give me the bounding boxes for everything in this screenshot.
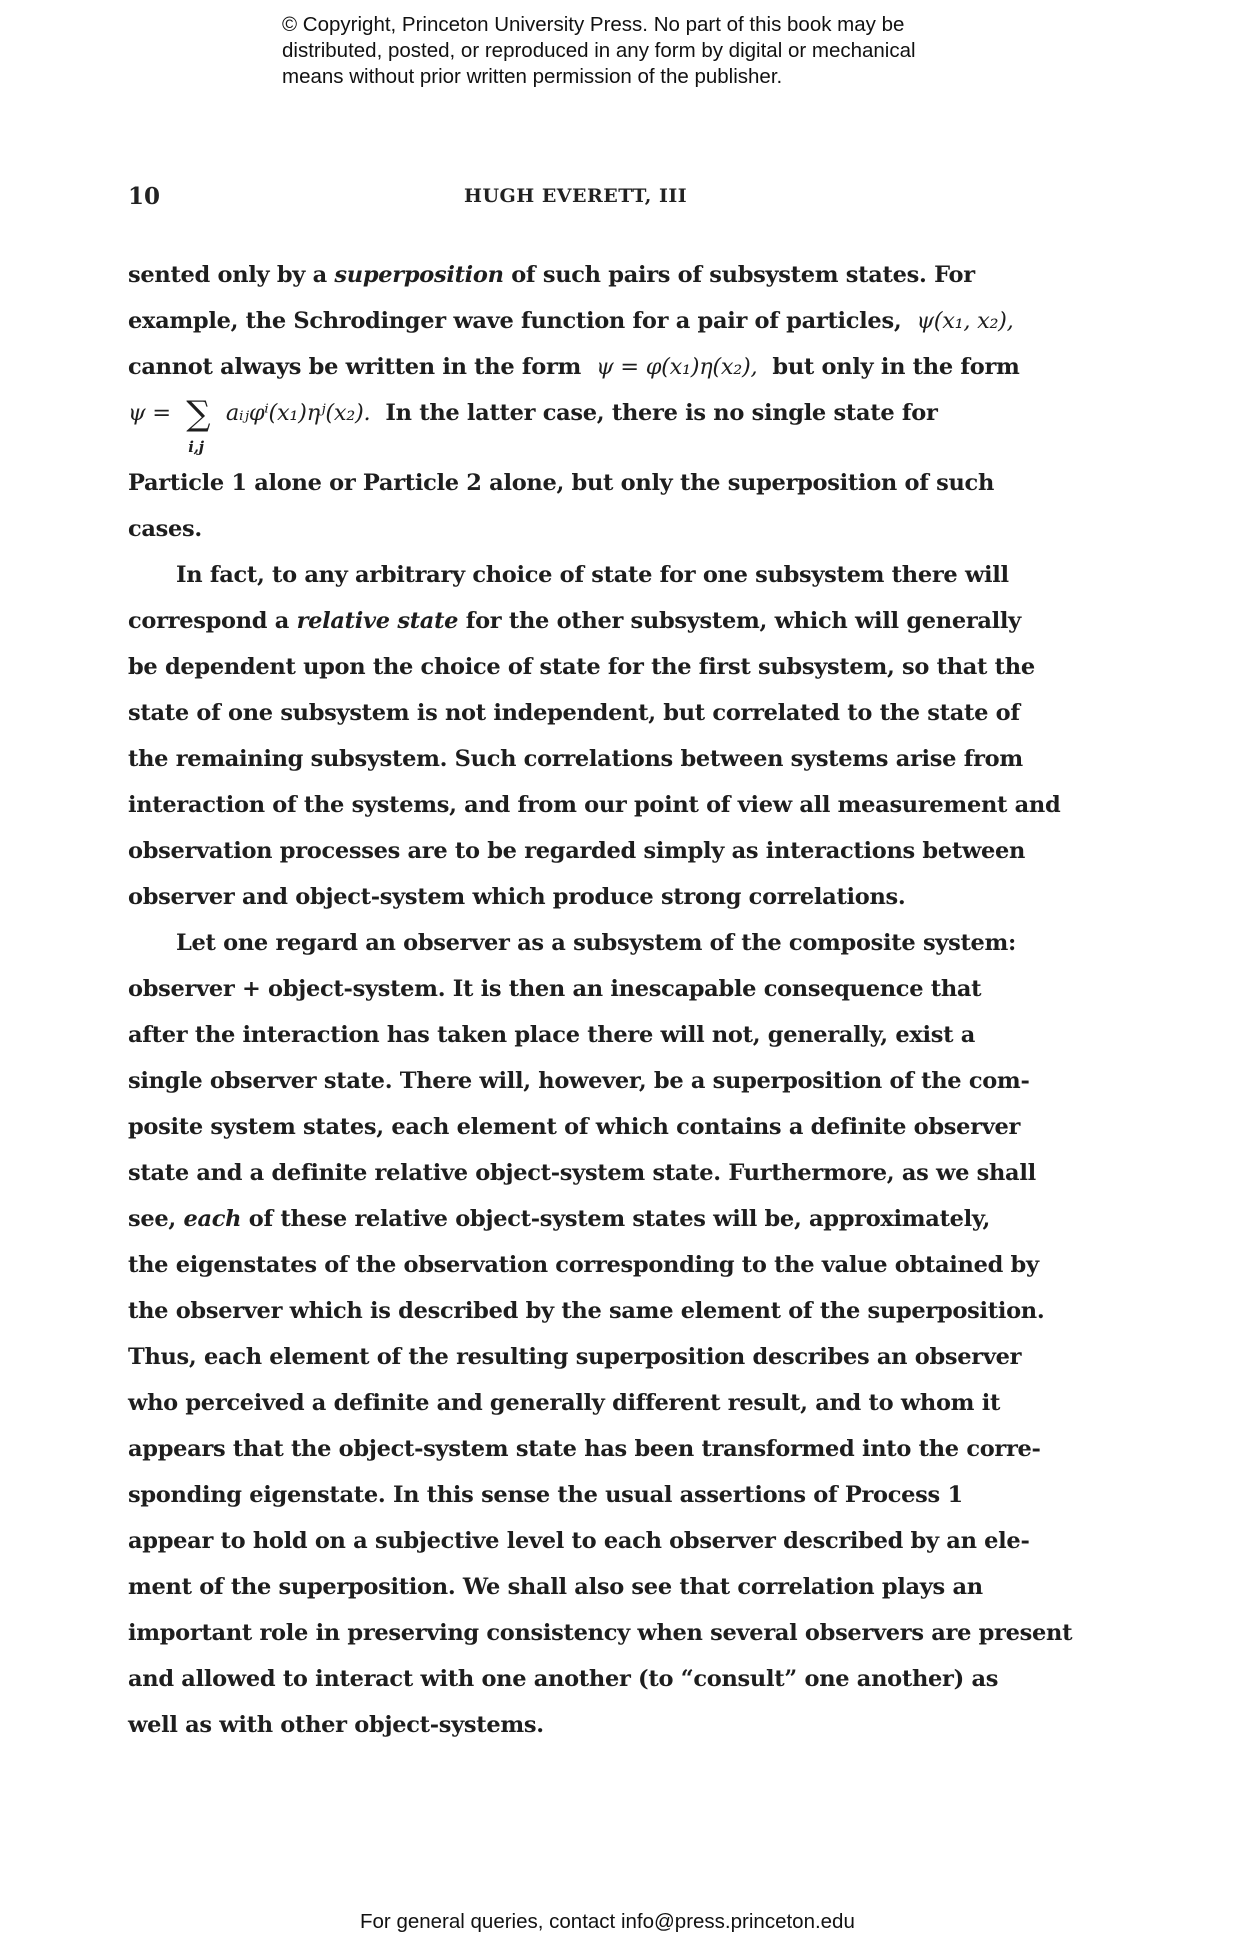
text-line: be dependent upon the choice of state for the first subsystem, so that the bbox=[128, 654, 1035, 680]
text-line: the observer which is described by the same element of the superposition. bbox=[128, 1298, 1045, 1324]
text-line: the eigenstates of the observation corresponding to the value obtained by bbox=[128, 1252, 1039, 1278]
text-line: cannot always be written in the form ψ = φ(x₁)η(x₂), but only in the form bbox=[128, 354, 1020, 380]
running-head bbox=[128, 183, 1088, 213]
copyright-line: distributed, posted, or reproduced in any form by digital or mechanical bbox=[282, 39, 916, 62]
copyright-line: means without prior written permission of the publisher. bbox=[282, 65, 783, 88]
text-line: sponding eigenstate. In this sense the usual assertions of Process 1 bbox=[128, 1482, 963, 1508]
text-line: posite system states, each element of which contains a definite observer bbox=[128, 1114, 1021, 1140]
text-line: In fact, to any arbitrary choice of state for one subsystem there will bbox=[176, 562, 1009, 588]
page-number: 10 bbox=[128, 183, 161, 210]
sigma-symbol: ∑ bbox=[186, 394, 211, 434]
math-expression: aᵢⱼφⁱ(x₁)ηʲ(x₂). bbox=[225, 400, 371, 426]
text-line: correspond a relative state for the other subsystem, which will generally bbox=[128, 608, 1021, 634]
copyright-notice bbox=[282, 12, 1002, 90]
text-line: state and a definite relative object-system state. Furthermore, as we shall bbox=[128, 1160, 1036, 1186]
text-line: after the interaction has taken place there will not, generally, exist a bbox=[128, 1022, 975, 1048]
text-line: ment of the superposition. We shall also see that correlation plays an bbox=[128, 1574, 983, 1600]
copyright-line: © Copyright, Princeton University Press. No part of this book may be bbox=[282, 13, 905, 36]
math-expression: ψ(x₁, x₂), bbox=[916, 308, 1014, 334]
text-line: the remaining subsystem. Such correlations between systems arise from bbox=[128, 746, 1023, 772]
summation bbox=[178, 394, 218, 456]
text-line: see, each of these relative object-system states will be, approximately, bbox=[128, 1206, 991, 1232]
text-line: Particle 1 alone or Particle 2 alone, but only the superposition of such bbox=[128, 470, 995, 496]
text-line: who perceived a definite and generally different result, and to whom it bbox=[128, 1390, 1001, 1416]
text-line: and allowed to interact with one another (to “consult” one another) as bbox=[128, 1666, 999, 1692]
text-line: example, the Schrodinger wave function for a pair of particles, ψ(x₁, x₂), bbox=[128, 308, 1014, 334]
text-line: Let one regard an observer as a subsystem of the composite system: bbox=[176, 930, 1017, 956]
text-line: observer and object-system which produce strong correlations. bbox=[128, 884, 906, 910]
footer-contact: For general queries, contact info@press.princeton.edu bbox=[360, 1910, 855, 1933]
emphasis: superposition bbox=[334, 262, 504, 288]
text-line: appears that the object-system state has been transformed into the corre- bbox=[128, 1436, 1041, 1462]
emphasis: each bbox=[183, 1206, 242, 1232]
text-line: cases. bbox=[128, 516, 202, 542]
text-line: ψ = ∑ i,j aᵢⱼφⁱ(x₁)ηʲ(x₂). In the latter case, there is no single state for bbox=[128, 398, 938, 428]
math-expression: ψ = bbox=[128, 400, 171, 426]
running-title: HUGH EVERETT, III bbox=[464, 185, 688, 207]
text-line: appear to hold on a subjective level to each observer described by an ele- bbox=[128, 1528, 1030, 1554]
math-expression: ψ = φ(x₁)η(x₂), bbox=[596, 354, 758, 380]
text-line: state of one subsystem is not independent, but correlated to the state of bbox=[128, 700, 1020, 726]
text-line: interaction of the systems, and from our point of view all measurement and bbox=[128, 792, 1061, 818]
text-line: observer + object-system. It is then an inescapable consequence that bbox=[128, 976, 982, 1002]
text-line: important role in preserving consistency when several observers are present bbox=[128, 1620, 1073, 1646]
text-line: Thus, each element of the resulting superposition describes an observer bbox=[128, 1344, 1022, 1370]
sigma-subscript: i,j bbox=[188, 438, 204, 456]
emphasis: relative state bbox=[296, 608, 459, 634]
text-line: observation processes are to be regarded simply as interactions between bbox=[128, 838, 1026, 864]
text-line: single observer state. There will, however, be a superposition of the com- bbox=[128, 1068, 1030, 1094]
text-line: well as with other object-systems. bbox=[128, 1712, 544, 1738]
text-line: sented only by a superposition of such pairs of subsystem states. For bbox=[128, 262, 975, 288]
